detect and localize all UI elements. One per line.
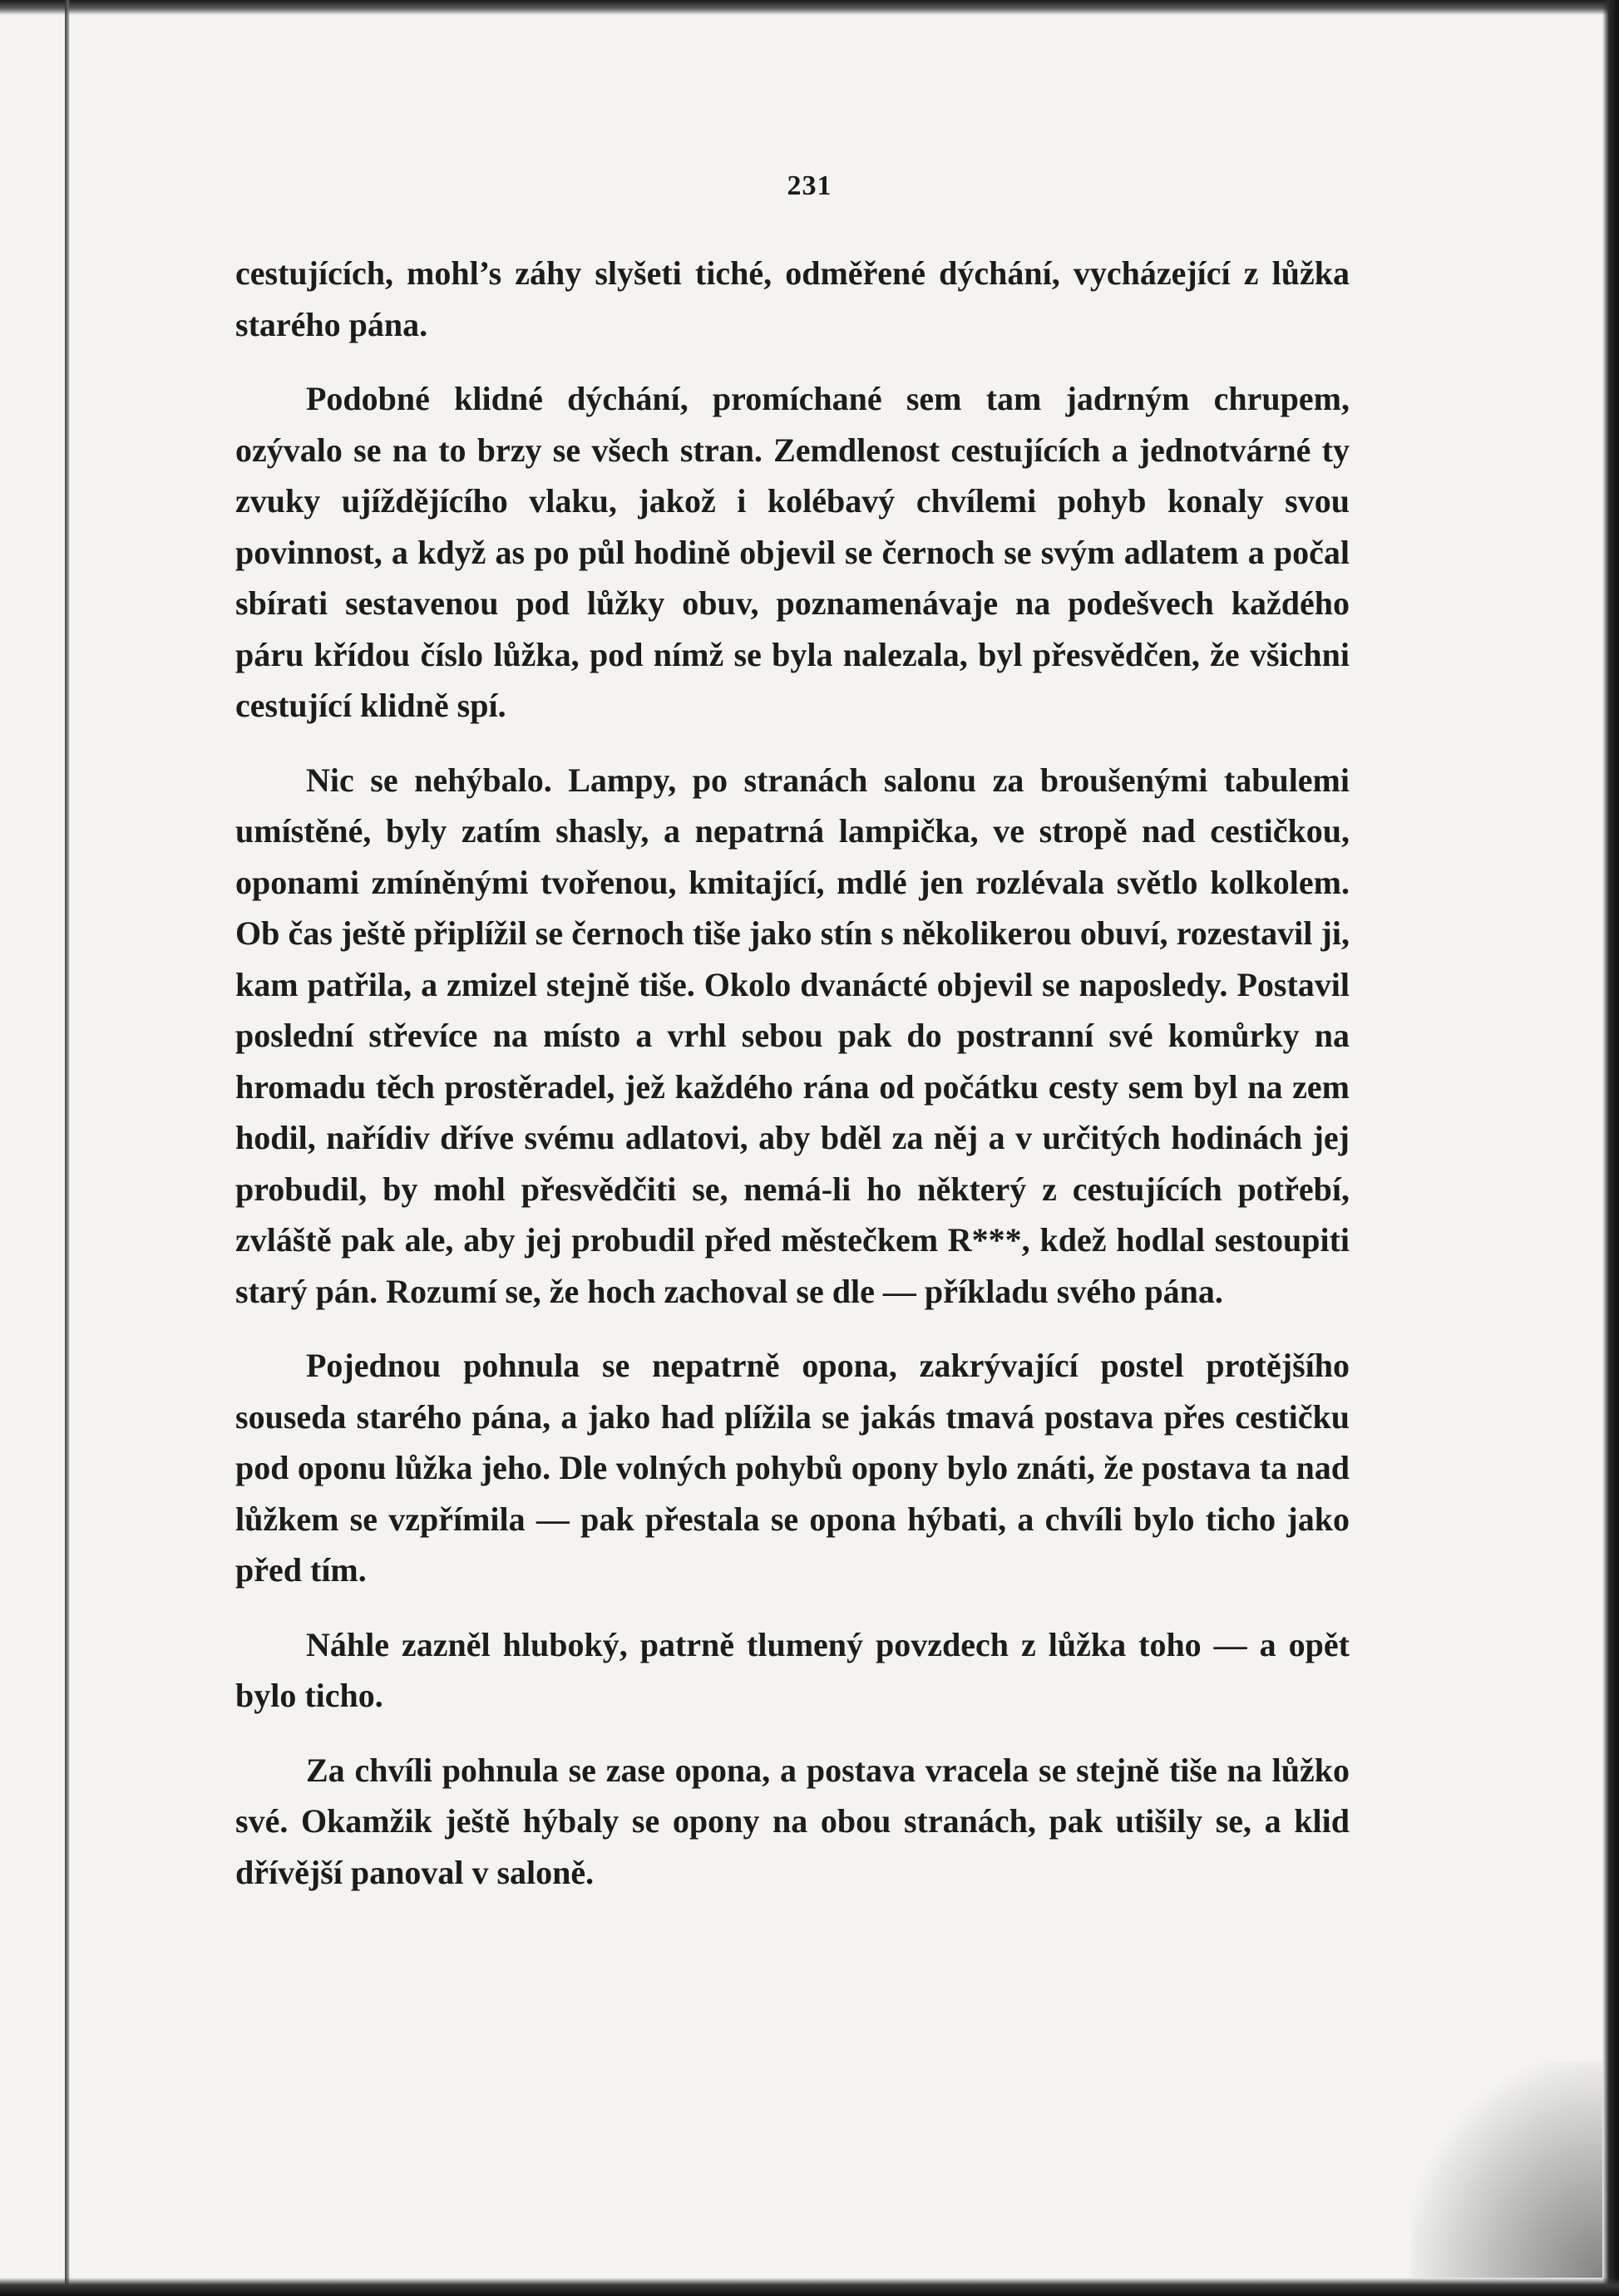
scan-edge-right [1602,0,1619,2296]
paragraph: Pojednou pohnula se nepatrně opona, zakrývající postel protějšího souseda starého pána, a jako had plížila se jakás tmavá postava přes cestičku pod oponu lůžka jeho. Dle volných pohybů opony bylo znáti, že postava ta nad lůžkem se vzpřímila — pak přestala se opona hýbati, a chvíli bylo ticho jako před tím. [235,1347,1350,1589]
scan-edge-left [65,0,70,2296]
scan-edge-top [0,0,1619,15]
page-number: 231 [787,170,832,201]
scan-edge-bottom [0,2278,1619,2296]
corner-shadow [1411,2062,1602,2278]
paragraph: Nic se nehýbalo. Lampy, po stranách salonu za broušenými tabulemi umístěné, byly zatím shasly, a nepatrná lampička, ve stropě nad cestičkou, oponami zmíněnými tvořenou, kmitající, mdlé jen rozlévala světlo kolkolem. Ob čas ještě připlížil se černoch tiše jako stín s několikerou obuví, rozestavil ji, kam patřila, a zmizel stejně tiše. Okolo dvanácté objevil se naposledy. Postavil poslední střevíce na místo a vrhl sebou pak do postranní své komůrky na hromadu těch prostěradel, jež každého rána od počátku cesty sem byl na zem hodil, nařídiv dříve svému adlatovi, aby bděl za něj a v určitých hodinách jej probudil, by mohl přesvědčiti se, nemá-li ho některý z cestujících potřebí, zvláště pak ale, aby jej probudil před městečkem R***, kdež hodlal sestoupiti starý pán. Rozumí se, že hoch zachoval se dle — příkladu svého pána. [235,761,1350,1310]
paragraph: Podobné klidné dýchání, promíchané sem tam jadrným chrupem, ozývalo se na to brzy se všech stran. Zemdlenost cestujících a jednotvárné ty zvuky ujíždějícího vlaku, jakož i kolébavý chvílemi pohyb konaly svou povinnost, a když as po půl hodině objevil se černoch se svým adlatem a počal sbírati sestavenou pod lůžky obuv, poznamenávaje na podešvech každého páru křídou číslo lůžka, pod nímž se byla nalezala, byl přesvědčen, že všichni cestující klidně spí. [235,380,1350,724]
paragraph: Za chvíli pohnula se zase opona, a postava vracela se stejně tiše na lůžko své. Okamžik ještě hýbaly se opony na obou stranách, pak utišily se, a klid dřívější panoval v saloně. [235,1751,1350,1891]
paragraph-continuation: cestujících, mohl’s záhy slyšeti tiché, odměřené dýchání, vycházející z lůžka starého pána. [235,254,1350,343]
paragraph: Náhle zazněl hluboký, patrně tlumený povzdech z lůžka toho — a opět bylo ticho. [235,1625,1350,1714]
body-text [235,248,1350,1921]
